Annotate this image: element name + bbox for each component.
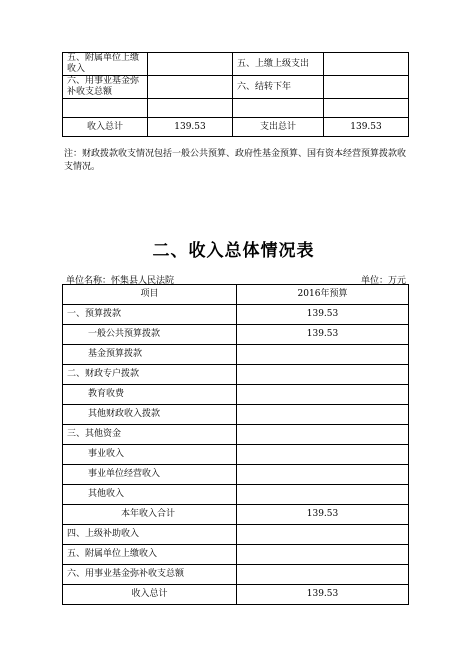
expenditure-total-label: 支出总计 (233, 118, 324, 137)
row-label: 四、上级补助收入 (63, 525, 237, 545)
table-cell (148, 76, 233, 99)
row-label: 基金预算拨款 (63, 345, 237, 365)
table-row (63, 53, 409, 76)
row-value (237, 425, 409, 445)
table-row (63, 325, 409, 345)
income-expenditure-table-continued (62, 52, 409, 137)
row-label: 六、用事业基金弥补收支总额 (63, 565, 237, 585)
row-label: 事业收入 (63, 445, 237, 465)
table-cell: 六、用事业基金弥补收支总额 (63, 76, 148, 99)
table-row (63, 345, 409, 365)
table-row (63, 305, 409, 325)
table-row (63, 465, 409, 485)
row-value: 139.53 (237, 325, 409, 345)
table-cell (324, 53, 409, 76)
table-row (63, 425, 409, 445)
income-total-value: 139.53 (148, 118, 233, 137)
row-value: 139.53 (237, 585, 409, 605)
row-label: 二、财政专户拨款 (63, 365, 237, 385)
row-label: 收入总计 (63, 585, 237, 605)
row-value (237, 525, 409, 545)
row-label: 一、预算拨款 (63, 305, 237, 325)
row-label: 本年收入合计 (63, 505, 237, 525)
row-value (237, 445, 409, 465)
row-label: 五、附属单位上缴收入 (63, 545, 237, 565)
table-row (63, 445, 409, 465)
row-value (237, 345, 409, 365)
column-header-budget: 2016年预算 (237, 285, 409, 305)
row-value (237, 365, 409, 385)
unit-name: 单位名称：怀集县人民法院 (66, 276, 175, 286)
table-row (63, 525, 409, 545)
table-row (63, 385, 409, 405)
table-row (63, 76, 409, 99)
row-label: 三、其他资金 (63, 425, 237, 445)
row-value: 139.53 (237, 505, 409, 525)
table-row (63, 99, 409, 118)
row-value: 139.53 (237, 305, 409, 325)
table-cell (148, 99, 233, 118)
table-row (63, 565, 409, 585)
table-cell (148, 53, 233, 76)
section-title: 二、收入总体情况表 (152, 241, 315, 261)
income-summary-table (62, 284, 409, 605)
table-cell: 五、上缴上级支出 (233, 53, 324, 76)
table-row (63, 545, 409, 565)
table-note: 注：财政拨款收支情况包括一般公共预算、政府性基金预算、国有资本经营预算拨款收支情况。 (64, 149, 407, 172)
table-cell: 六、结转下年 (233, 76, 324, 99)
table-header-row (63, 285, 409, 305)
row-label: 教育收费 (63, 385, 237, 405)
row-value (237, 465, 409, 485)
row-label: 其他收入 (63, 485, 237, 505)
column-header-item: 项目 (63, 285, 237, 305)
table-cell: 五、附属单位上缴收入 (63, 53, 148, 76)
table-row (63, 118, 409, 137)
row-label: 其他财政收入拨款 (63, 405, 237, 425)
row-label: 事业单位经营收入 (63, 465, 237, 485)
table-row (63, 405, 409, 425)
table-cell (63, 99, 148, 118)
table-row (63, 585, 409, 605)
row-value (237, 565, 409, 585)
table-row (63, 505, 409, 525)
row-value (237, 545, 409, 565)
table-row (63, 485, 409, 505)
table-row (63, 365, 409, 385)
row-value (237, 385, 409, 405)
table-cell (324, 76, 409, 99)
row-value (237, 485, 409, 505)
table-cell (233, 99, 324, 118)
row-value (237, 405, 409, 425)
income-total-label: 收入总计 (63, 118, 148, 137)
row-label: 一般公共预算拨款 (63, 325, 237, 345)
table-cell (324, 99, 409, 118)
expenditure-total-value: 139.53 (324, 118, 409, 137)
unit-label: 单位：万元 (360, 276, 406, 286)
